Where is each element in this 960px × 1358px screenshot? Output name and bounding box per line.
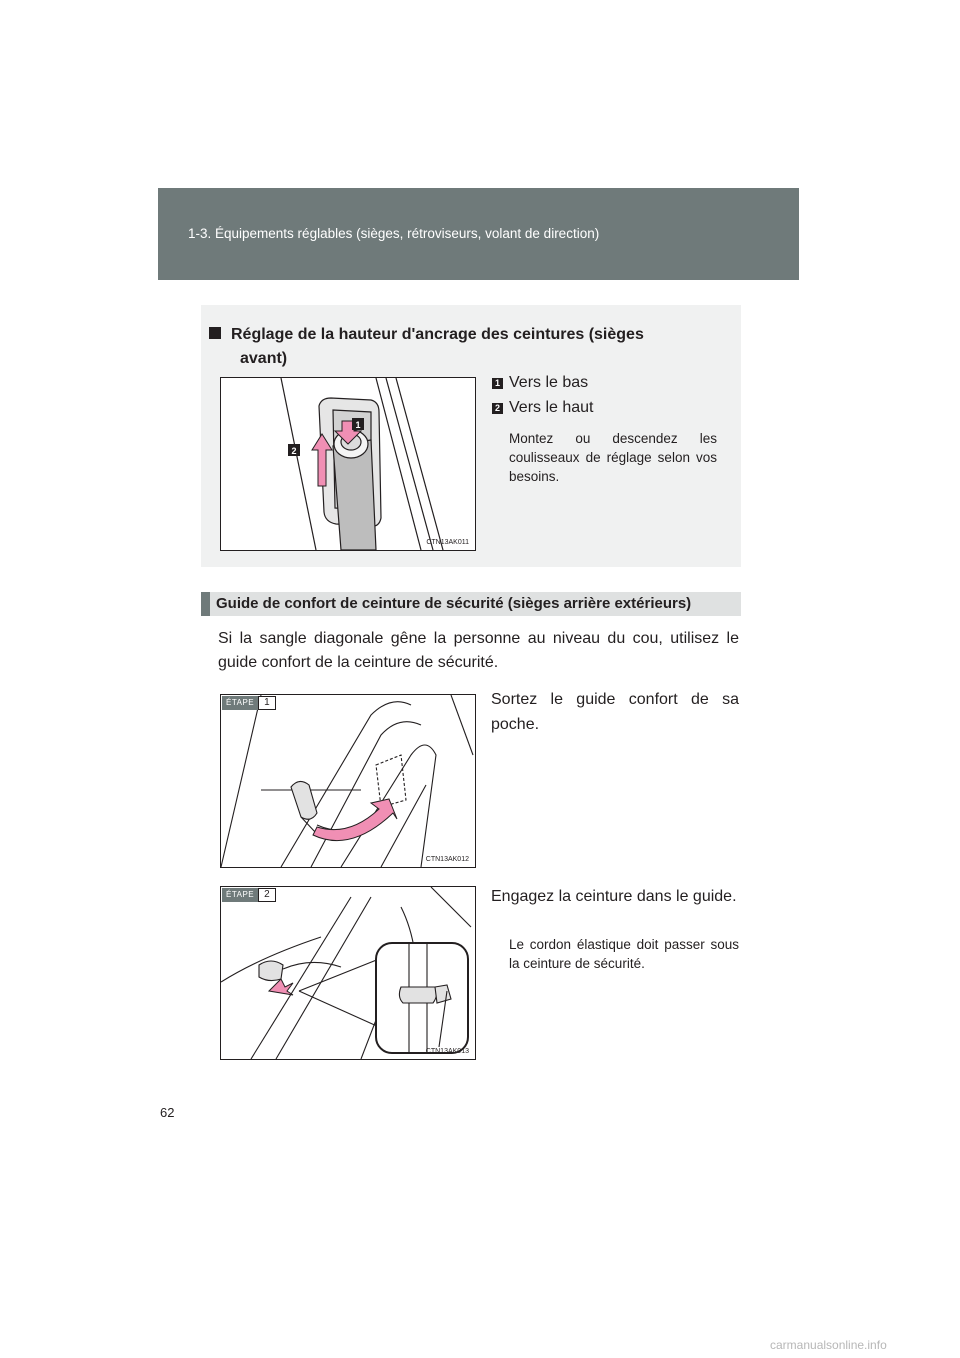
figure-step-1 bbox=[220, 694, 476, 868]
anchor-adjust-title: Réglage de la hauteur d'ancrage des ceintures (sièges avant) bbox=[209, 323, 719, 371]
comfort-guide-intro: Si la sangle diagonale gêne la personne au niveau du cou, utilisez le guide confort de la ceinture de sécurité. bbox=[218, 630, 739, 671]
watermark: carmanualsonline.info bbox=[770, 1338, 887, 1352]
step-badge-1: ÉTAPE 1 bbox=[222, 696, 276, 710]
figure-step-2 bbox=[220, 886, 476, 1060]
figure-anchor-adjuster bbox=[220, 377, 476, 551]
bullet-square-icon bbox=[209, 327, 221, 339]
chapter-header-bar bbox=[158, 188, 799, 280]
svg-text:2: 2 bbox=[291, 446, 297, 456]
number-badge: 1 bbox=[492, 378, 503, 389]
figure-code: CTN13AK011 bbox=[426, 539, 469, 546]
step-badge-2: ÉTAPE 2 bbox=[222, 888, 276, 902]
step-2-note: Le cordon élastique doit passer sous la ceinture de sécurité. bbox=[509, 937, 739, 971]
item-down: 1 Vers le bas bbox=[492, 374, 588, 392]
anchor-adjuster-illustration bbox=[221, 378, 475, 550]
comfort-guide-pocket-illustration bbox=[221, 695, 475, 867]
number-badge: 2 bbox=[492, 403, 503, 414]
item-up: 2 Vers le haut bbox=[492, 399, 594, 417]
page-number: 62 bbox=[160, 1105, 175, 1120]
curved-arrow-icon bbox=[313, 799, 397, 841]
figure-code: CTN13AK013 bbox=[425, 1048, 469, 1055]
comfort-guide-section-title: Guide de confort de ceinture de sécurité (sièges arrière extérieurs) bbox=[201, 592, 741, 616]
arrow-icon bbox=[269, 979, 293, 995]
figure-code: CTN13AK012 bbox=[425, 856, 469, 863]
step-1-text: Sortez le guide confort de sa poche. bbox=[491, 691, 739, 733]
svg-text:1: 1 bbox=[355, 420, 361, 430]
chapter-title: 1-3. Équipements réglables (sièges, rétroviseurs, volant de direction) bbox=[188, 226, 600, 241]
comfort-guide-belt-illustration bbox=[221, 887, 475, 1059]
anchor-note: Montez ou descendez les coulisseaux de réglage selon vos besoins. bbox=[509, 431, 717, 484]
step-2-text: Engagez la ceinture dans le guide. bbox=[491, 888, 737, 905]
